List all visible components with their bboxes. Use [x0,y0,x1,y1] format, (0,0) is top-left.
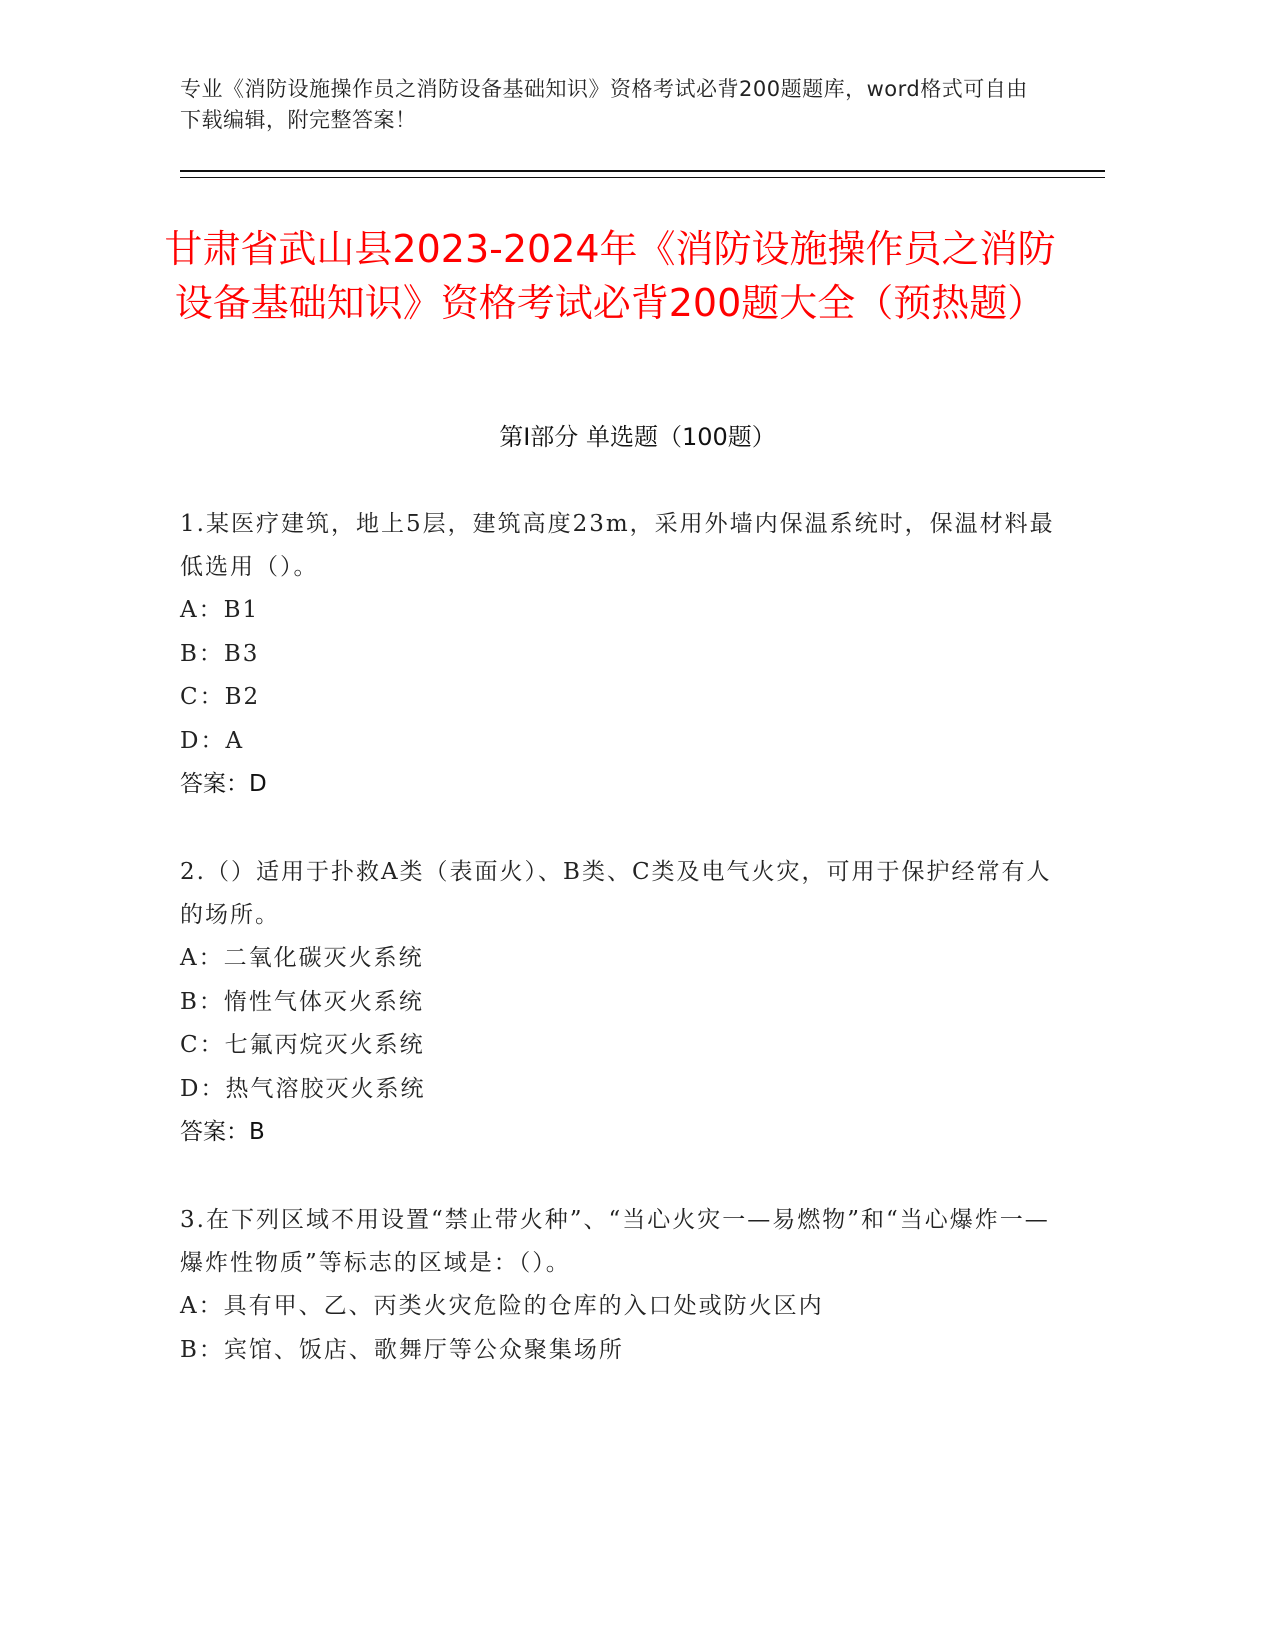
option-a: A：具有甲、乙、丙类火灾危险的仓库的入口处或防火区内 [180,1293,824,1319]
question-stem: 2.（）适用于扑救A类（表面火）、B类、C类及电气火灾，可用于保护经常有人的场所。 [180,859,1052,928]
header-divider-thick [180,170,1105,172]
option-a: A：二氧化碳灭火系统 [180,945,424,971]
question-1 [180,503,1060,807]
question-2 [180,851,1060,1155]
question-3 [180,1199,1060,1372]
option-d: D：A [180,727,245,754]
section-heading: 第Ⅰ部分 单选题（100题） [499,423,776,451]
option-b: B：惰性气体灭火系统 [180,988,424,1015]
option-c: C：七氟丙烷灭火系统 [180,1032,425,1058]
header-note: 专业《消防设施操作员之消防设备基础知识》资格考试必背200题题库，word格式可自由下载编辑，附完整答案！ [180,77,1028,132]
document-title: 甘肃省武山县2023-2024年《消防设施操作员之消防设备基础知识》资格考试必背200题大全（预热题） [164,227,1056,325]
option-c: C：B2 [180,684,261,710]
option-b: B：宾馆、饭店、歌舞厅等公众聚集场所 [180,1336,624,1363]
option-b: B：B3 [180,640,260,667]
option-a: A：B1 [180,597,260,623]
question-stem: 3.在下列区域不用设置“禁止带火种”、“当心火灾一—易燃物”和“当心爆炸一—爆炸性物质”等标志的区域是：（）。 [180,1207,1050,1276]
answer: 答案：B [180,1119,265,1145]
question-stem: 1.某医疗建筑，地上5层，建筑高度23m，采用外墙内保温系统时，保温材料最低选用（）。 [180,511,1055,580]
header-divider-thin [180,177,1105,178]
answer: 答案：D [180,771,267,797]
option-d: D：热气溶胶灭火系统 [180,1075,426,1102]
